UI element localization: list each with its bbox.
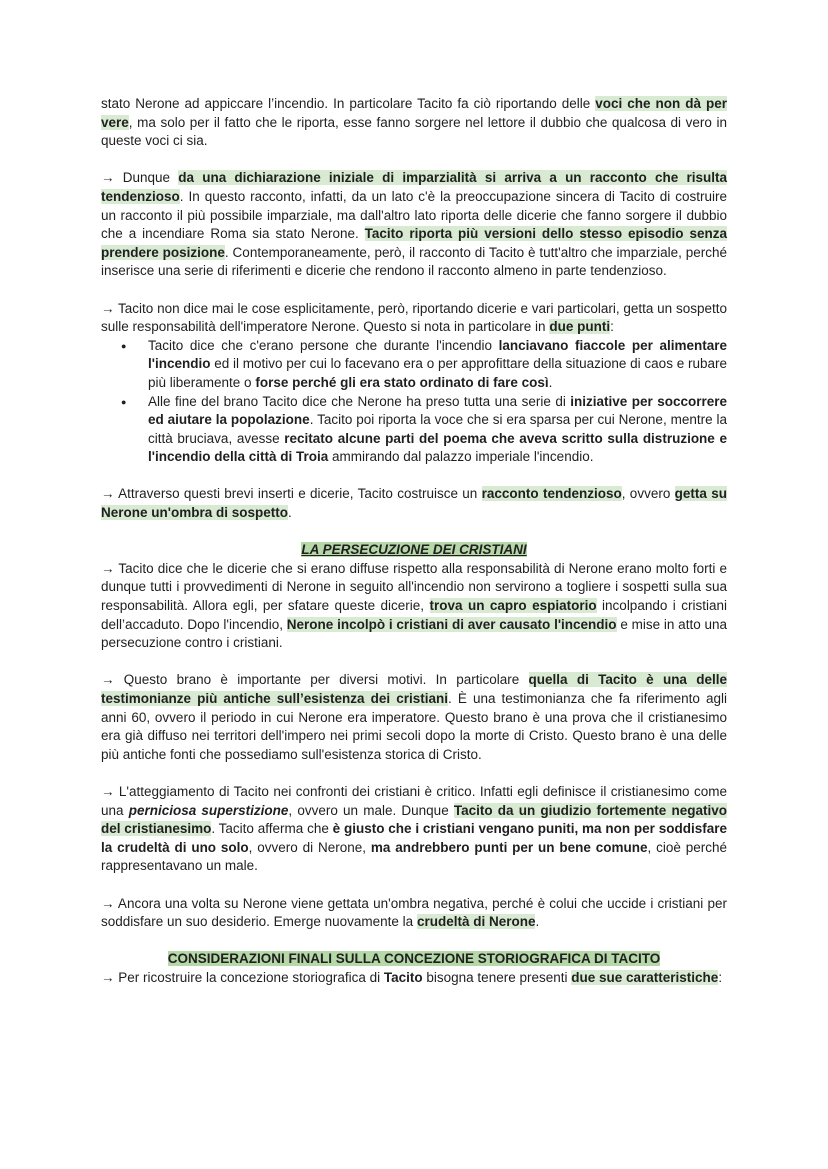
paragraph <box>101 671 727 764</box>
paragraph <box>101 560 727 653</box>
text-run: → Ancora una volta su Nerone viene gettata un'ombra negativa, perché è colui che uccide i cristiani per soddisfare un suo desiderio. Emerge nuovamente la <box>101 895 727 930</box>
highlighted-text: trova un capro espiatorio <box>429 598 597 614</box>
text-run: , ovvero di Nerone, <box>248 839 371 855</box>
highlighted-text: due sue caratteristiche <box>571 969 719 985</box>
bold-text: recitato alcune parti del poema che aveva scritto sulla distruzione e l'incendio della città di Troia <box>148 430 727 465</box>
text-run: Tacito dice che c'erano persone che durante l'incendio <box>148 337 499 353</box>
paragraph <box>101 169 727 281</box>
text-run: bisogna tenere presenti <box>422 969 572 985</box>
document-page <box>101 95 727 988</box>
bold-text: perniciosa superstizione <box>128 802 289 818</box>
text-run: ed il motivo per cui lo facevano era o per approfittare della situazione di caos e rubare più liberamente o <box>148 356 727 390</box>
section-heading-persecuzione: LA PERSECUZIONE DEI CRISTIANI <box>301 542 527 558</box>
paragraph <box>101 95 727 151</box>
text-run: → Per ricostruire la concezione storiografica di <box>101 969 384 985</box>
text-run: . È una testimonianza che fa riferimento agli anni 60, ovvero il periodo in cui Nerone era imperatore. Questo brano è una prova che il cristianesimo era già diffuso nei territori dell'impero nei primi secoli dopo la morte di Cristo. Questo brano è una delle più antiche fonti che possediamo sull'esistenza storica di Cristo. <box>101 691 727 762</box>
text-run: stato Nerone ad appiccare l’incendio. In particolare Tacito fa ciò riportando delle <box>101 96 596 111</box>
list-item <box>148 393 727 467</box>
text-run: , cioè perché rappresentavano un male. <box>101 839 727 874</box>
text-run: e mise in atto una persecuzione contro i cristiani. <box>101 616 728 651</box>
bold-text: ma andrebbero punti per un bene comune <box>370 839 648 855</box>
highlighted-text: due punti <box>549 319 611 335</box>
paragraph <box>101 485 727 522</box>
text-run: → Questo brano è importante per diversi motivi. In particolare <box>101 672 529 688</box>
text-run: . Contemporaneamente, però, il racconto di Tacito è tutt'altro che imparziale, perché inserisce una serie di riferimenti e dicerie che rendono il racconto almeno in parte tendenzioso. <box>101 244 727 279</box>
bold-text: è giusto che i cristiani vengano puniti, ma non per soddisfare la crudeltà di uno solo <box>101 821 727 855</box>
paragraph <box>101 300 727 337</box>
text-run: incolpando i cristiani dell’accaduto. Dopo l'incendio, <box>101 598 727 632</box>
highlighted-text: Tacito da un giudizio fortemente negativo del cristianesimo <box>101 802 727 837</box>
section-heading-considerazioni: CONSIDERAZIONI FINALI SULLA CONCEZIONE STORIOGRAFICA DI TACITO <box>167 951 661 967</box>
highlighted-text: quella di Tacito è una delle testimonianze più antiche sull’esistenza dei cristiani <box>101 672 727 706</box>
bold-text: lanciavano fiaccole per alimentare l'incendio <box>148 337 727 372</box>
text-run: . Tacito afferma che <box>211 821 333 837</box>
list-item <box>148 337 727 393</box>
text-run: ammirando dal palazzo imperiale l'incendio. <box>328 449 594 465</box>
paragraph <box>101 895 727 932</box>
text-run: . <box>287 505 292 521</box>
highlighted-text: crudeltà di Nerone <box>416 914 536 930</box>
text-run: → Tacito dice che le dicerie che si erano diffuse rispetto alla responsabilità di Nerone erano molto forti e dunque tutti i provvedimenti di Nerone in seguito all'incendio non servirono a togliere i sospetti sulla sua responsabilità. Allora egli, per sfatare queste dicerie, <box>101 560 727 614</box>
bold-text: iniziative per soccorrere ed aiutare la popolazione <box>148 393 727 428</box>
highlighted-text: voci che non dà per vere <box>101 96 727 130</box>
text-run: . In questo racconto, infatti, da un lato c'è la preoccupazione sincera di Tacito di costruire un racconto il più possibile imparziale, ma dall'altro lato riporta delle dicerie che fanno sorgere il dubbio che a incendiare Roma sia stato Nerone. <box>101 188 727 242</box>
text-run: : <box>610 319 614 335</box>
text-run: → Attraverso questi brevi inserti e dicerie, Tacito costruisce un <box>101 486 482 502</box>
text-run: . <box>535 914 540 930</box>
text-run: , ovvero un male. Dunque <box>288 802 454 818</box>
bold-text: Tacito <box>383 969 423 985</box>
bold-text: forse perché gli era stato ordinato di fare così <box>255 374 549 390</box>
paragraph <box>101 783 727 876</box>
highlighted-text: Tacito riporta più versioni dello stesso episodio senza prendere posizione <box>101 226 727 260</box>
text-run: , ma solo per il fatto che le riporta, esse fanno sorgere nel lettore il dubbio che qualcosa di vero in queste voci ci sia. <box>101 114 727 149</box>
highlighted-text: getta su Nerone un'ombra di sospetto <box>101 486 727 521</box>
highlighted-text: Nerone incolpò i cristiani di aver causato l'incendio <box>286 616 617 632</box>
bullet-list <box>101 337 727 467</box>
text-run: : <box>718 969 723 985</box>
highlighted-text: da una dichiarazione iniziale di imparzialità si arriva a un racconto che risulta tendenzioso <box>101 170 728 204</box>
text-run: . Tacito poi riporta la voce che si era sparsa per cui Nerone, mentre la città bruciava, avesse <box>148 412 727 446</box>
text-run: → L'atteggiamento di Tacito nei confronti dei cristiani è critico. Infatti egli definisce il cristianesimo come una <box>101 783 727 818</box>
text-run: . <box>548 374 553 390</box>
text-run: Alle fine del brano Tacito dice che Nerone ha preso tutta una serie di <box>148 393 571 409</box>
paragraph <box>101 969 727 988</box>
text-run: , ovvero <box>621 486 675 502</box>
text-run: → Dunque <box>101 170 179 186</box>
highlighted-text: racconto tendenzioso <box>481 486 622 502</box>
text-run: → Tacito non dice mai le cose esplicitamente, però, riportando dicerie e vari particolari, getta un sospetto sulle responsabilità dell'imperatore Nerone. Questo si nota in particolare in <box>101 300 727 335</box>
